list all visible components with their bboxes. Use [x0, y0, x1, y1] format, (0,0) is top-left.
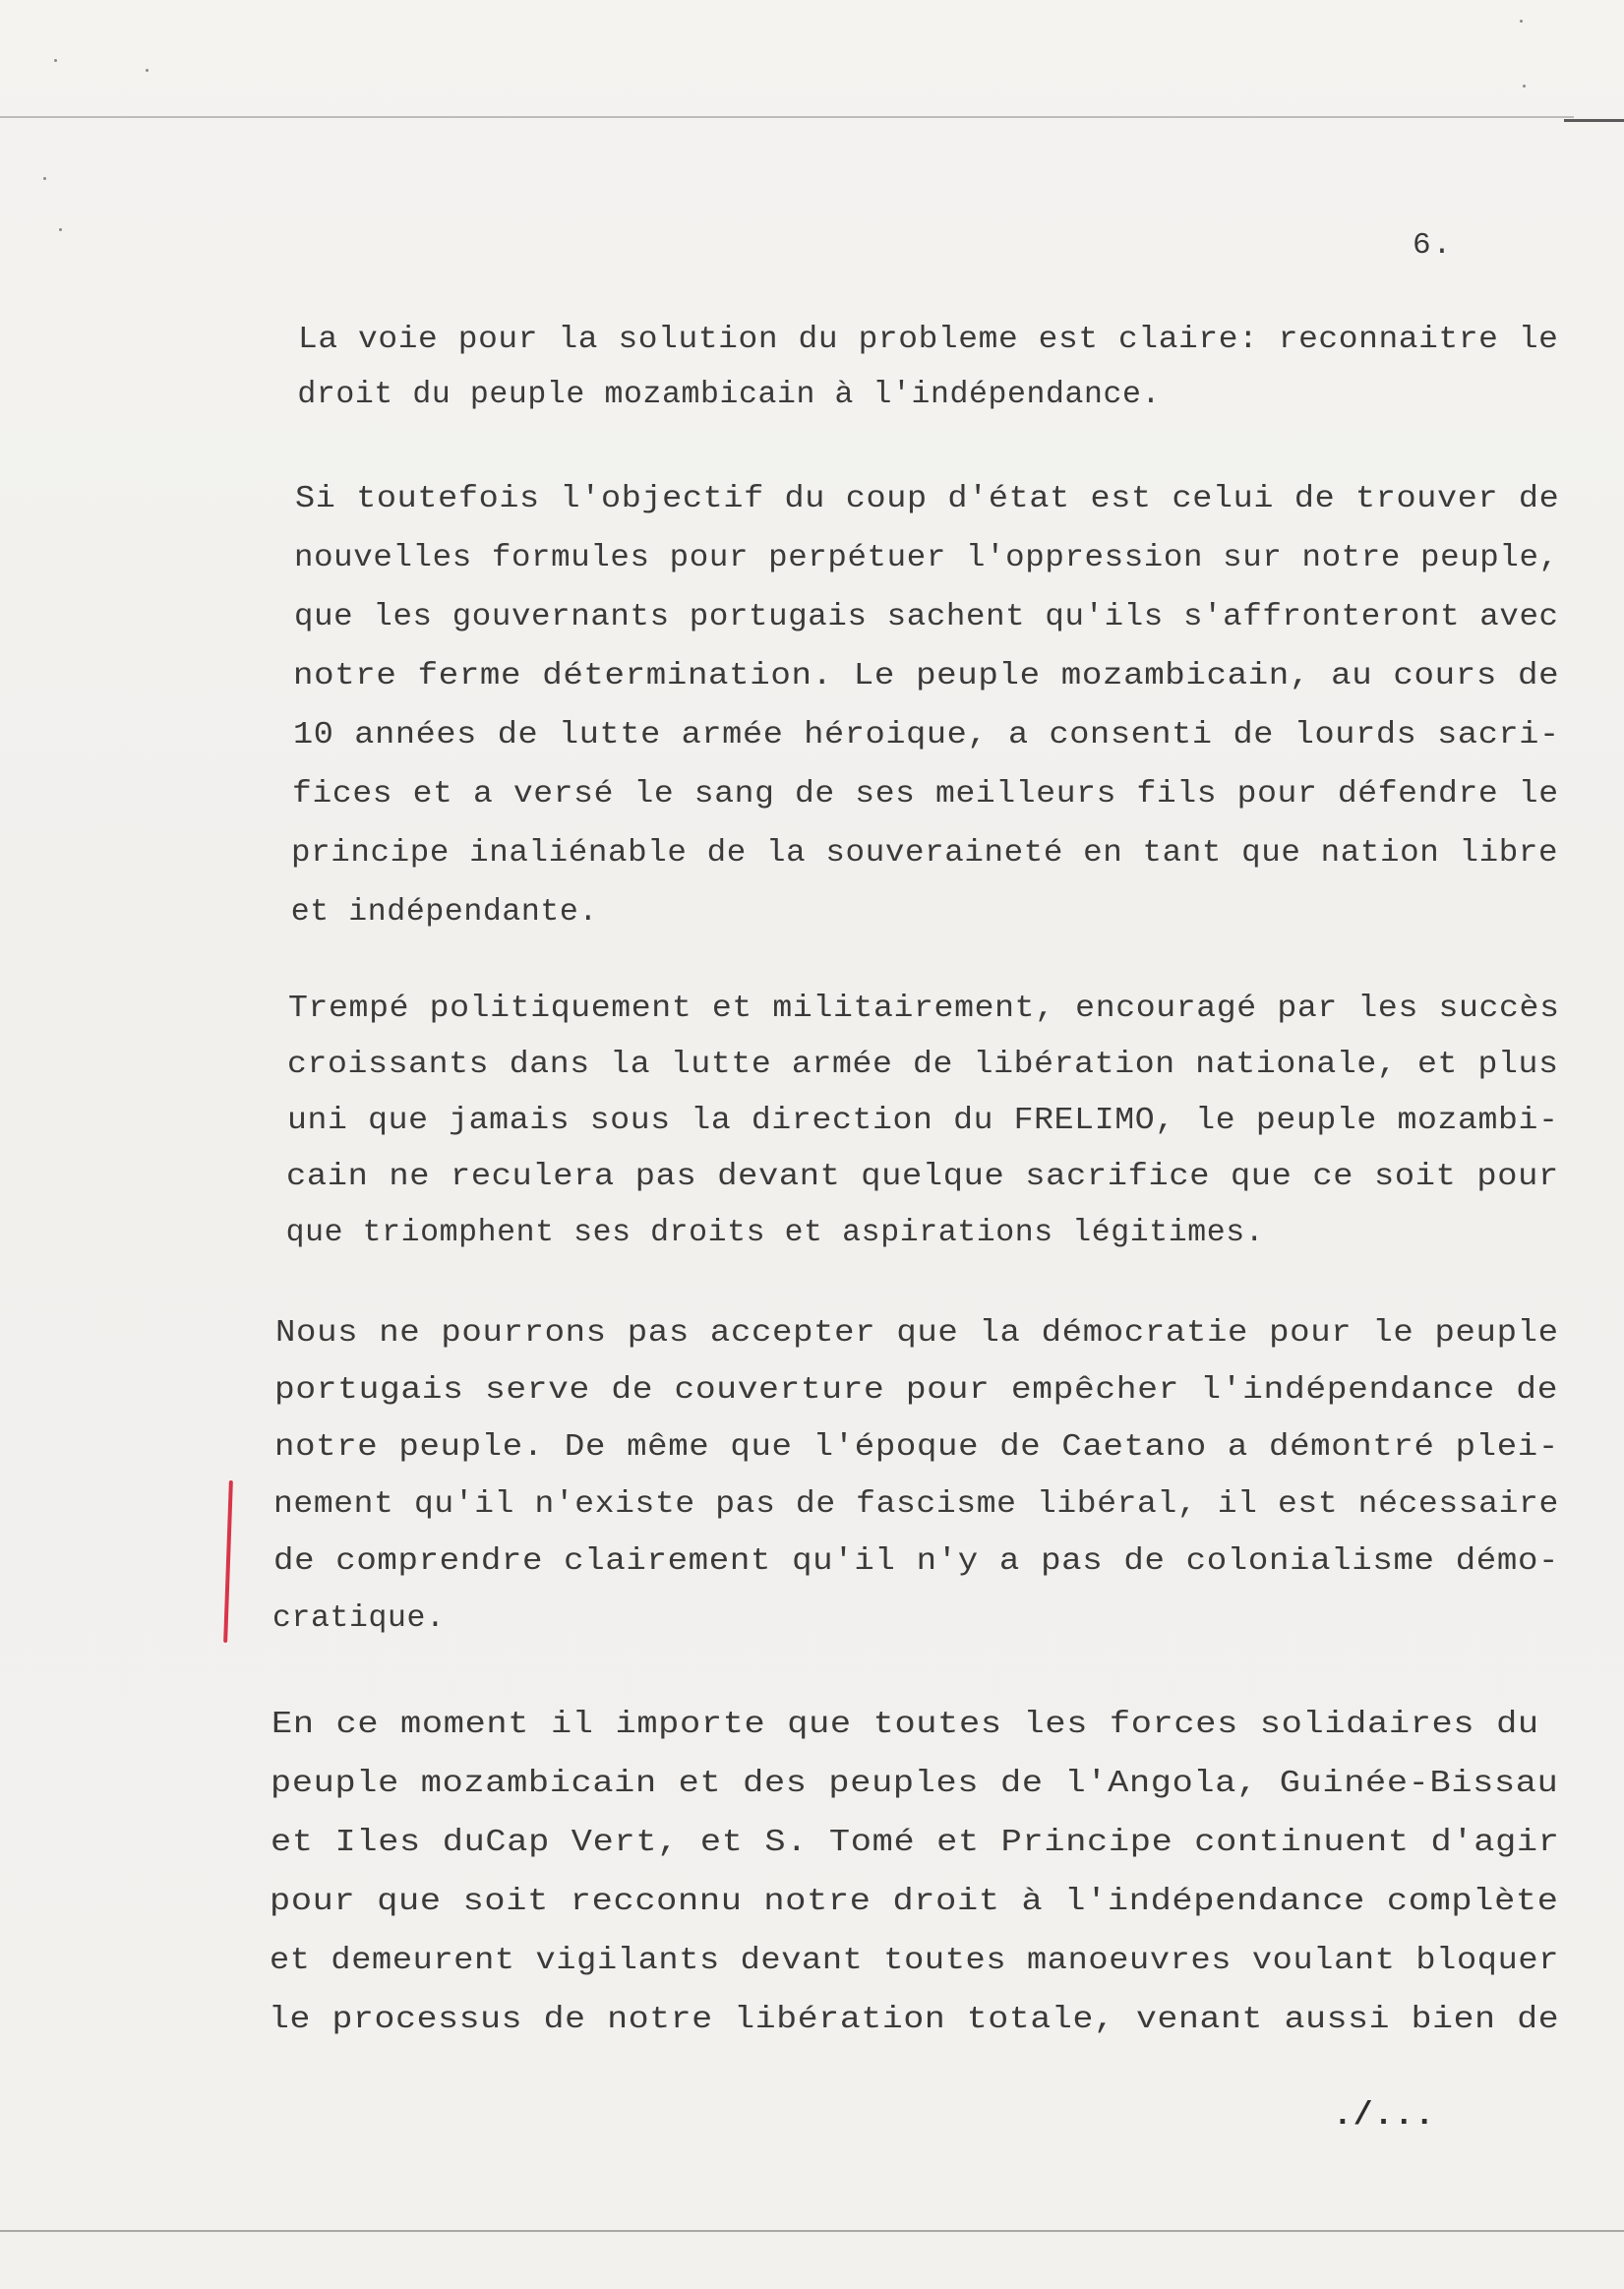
text-line: notre peuple. De même que l'époque de Caetano a démontré plei-: [273, 1430, 1559, 1465]
text-line: et demeurent vigilants devant toutes manoeuvres voulant bloquer: [269, 1944, 1559, 1978]
text-line: fices et a versé le sang de ses meilleurs fils pour défendre le: [292, 777, 1559, 812]
text-line: 10 années de lutte armée héroique, a consenti de lourds sacri-: [292, 718, 1560, 753]
text-line: de comprendre clairement qu'il n'y a pas de colonialisme démo-: [272, 1544, 1559, 1579]
text-line: nouvelles formules pour perpétuer l'oppression sur notre peuple,: [294, 541, 1560, 575]
text-line: que les gouvernants portugais sachent qu'ils s'affronteront avec: [293, 600, 1559, 634]
text-line: principe inaliénable de la souveraineté en tant que nation libre: [291, 836, 1559, 871]
page-number: 6.: [1413, 228, 1454, 263]
text-line: portugais serve de couverture pour empêcher l'indépendance de: [274, 1373, 1559, 1408]
paper-speck: [59, 228, 62, 231]
paper-speck: [1523, 85, 1526, 88]
top-rule-edge: [1564, 119, 1624, 122]
text-line: En ce moment il importe que toutes les forces solidaires du: [271, 1708, 1539, 1742]
paper-speck: [1520, 20, 1523, 23]
text-line: Si toutefois l'objectif du coup d'état est celui de trouver de: [295, 482, 1560, 516]
text-line: croissants dans la lutte armée de libération nationale, et plus: [287, 1048, 1559, 1082]
text-line: pour que soit recconnu notre droit à l'indépendance complète: [270, 1885, 1559, 1919]
red-margin-mark: [223, 1480, 233, 1643]
text-line: que triomphent ses droits et aspirations légitimes.: [285, 1216, 1265, 1250]
text-line: uni que jamais sous la direction du FRELIMO, le peuple mozambi-: [286, 1104, 1559, 1138]
paper-speck: [146, 69, 149, 72]
text-line: et indépendante.: [290, 895, 598, 930]
paper-speck: [54, 59, 57, 62]
text-line: Nous ne pourrons pas accepter que la démocratie pour le peuple: [275, 1316, 1559, 1351]
text-line: cratique.: [272, 1601, 446, 1636]
continuation-mark: ./...: [1333, 2097, 1436, 2134]
text-line: nement qu'il n'existe pas de fascisme libéral, il est nécessaire: [273, 1487, 1560, 1522]
text-line: le processus de notre libération totale, venant aussi bien de: [269, 2003, 1560, 2037]
text-line: peuple mozambicain et des peuples de l'Angola, Guinée-Bissau: [271, 1767, 1559, 1801]
text-line: droit du peuple mozambicain à l'indépendance.: [297, 378, 1162, 412]
text-line: Trempé politiquement et militairement, encouragé par les succès: [288, 992, 1560, 1026]
text-line: notre ferme détermination. Le peuple mozambicain, au cours de: [293, 659, 1560, 693]
text-line: La voie pour la solution du probleme est claire: reconnaitre le: [298, 323, 1559, 357]
top-rule: [0, 116, 1574, 118]
paper-speck: [43, 177, 46, 180]
bottom-rule: [0, 2230, 1624, 2232]
text-line: et Iles duCap Vert, et S. Tomé et Principe continuent d'agir: [270, 1826, 1560, 1860]
text-line: cain ne reculera pas devant quelque sacrifice que ce soit pour: [286, 1160, 1560, 1194]
